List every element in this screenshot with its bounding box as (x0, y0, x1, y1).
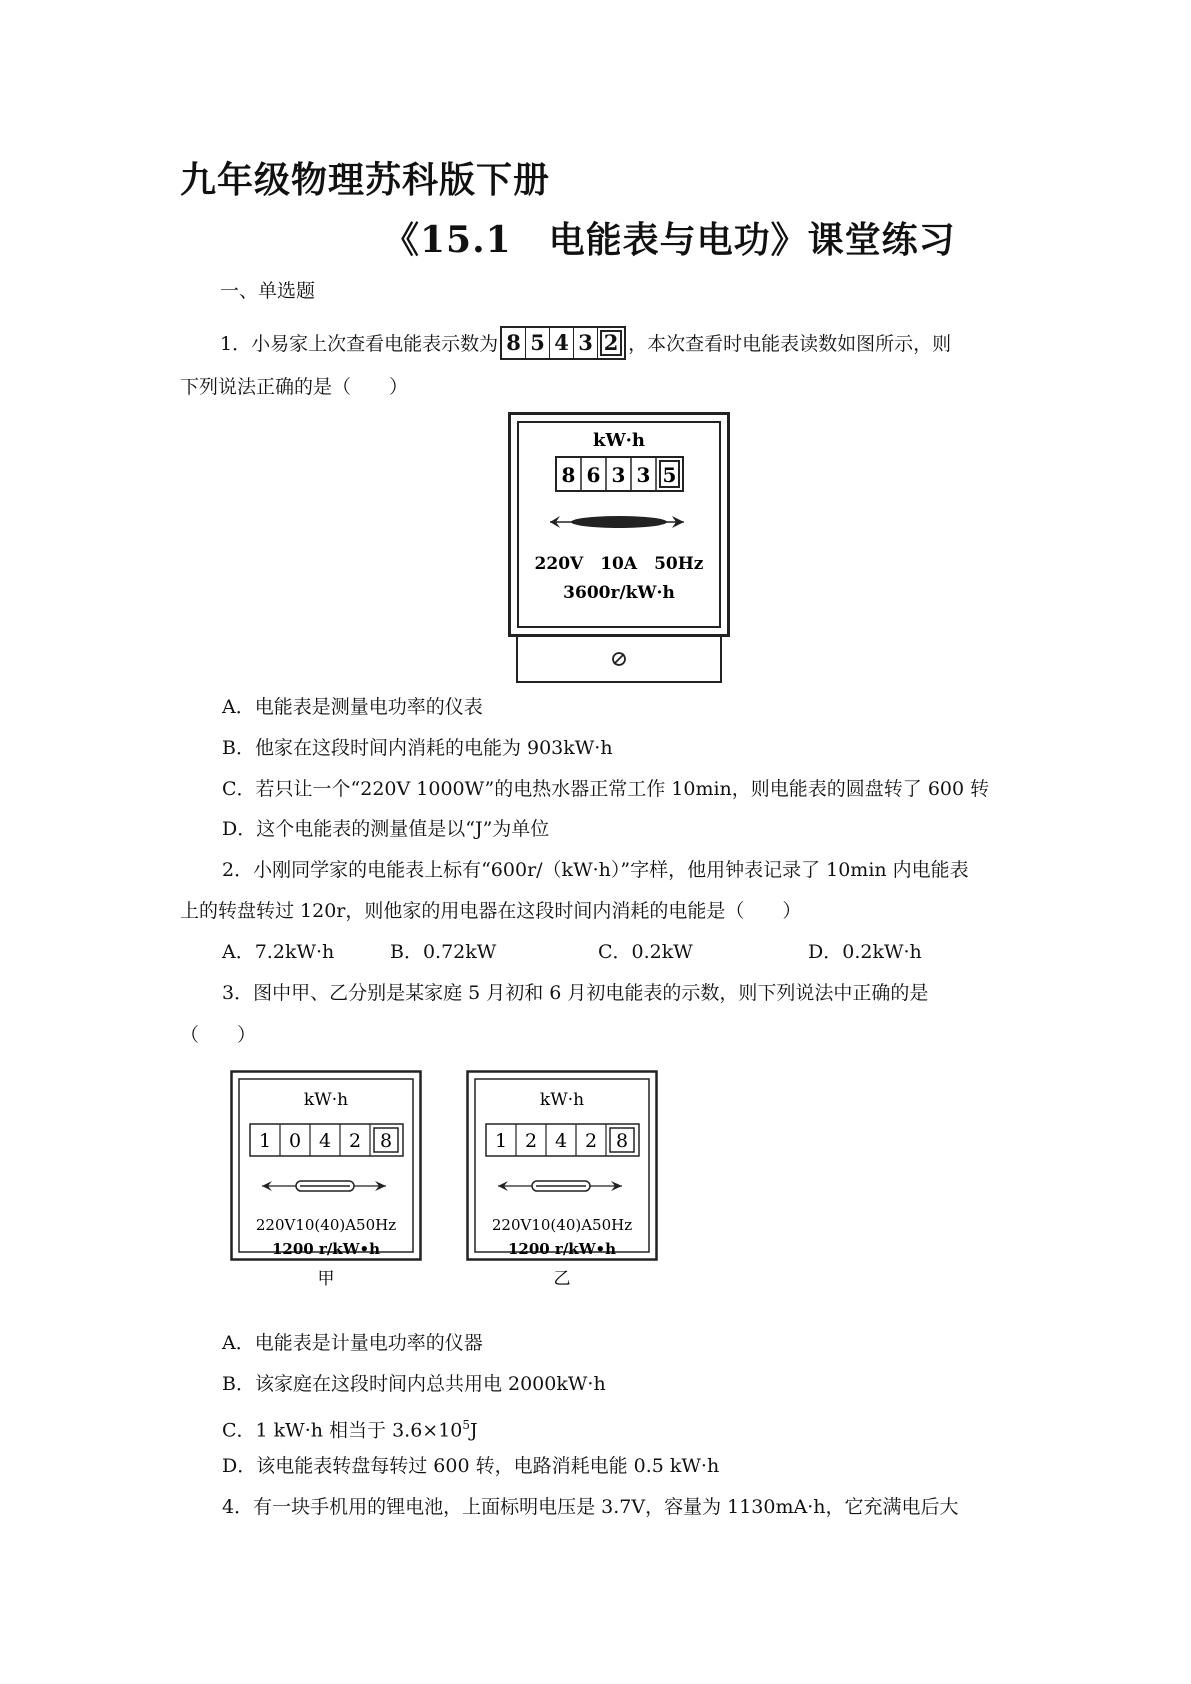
screw-icon (613, 653, 625, 665)
q2-line2: 上的转盘转过 120r，则他家的用电器在这段时间内消耗的电能是（ ） (180, 900, 802, 922)
q3-option-b: B．该家庭在这段时间内总共用电 2000kW·h (222, 1373, 606, 1395)
q1-line1 (220, 328, 951, 362)
q1-prev-digit: 2 (600, 330, 622, 356)
q3-meter-b-constant: 1200 r/kW•h (507, 1240, 617, 1258)
q3-meter-b-digit: 2 (584, 1130, 598, 1152)
q1-prev-digit: 8 (502, 328, 526, 358)
q2-option-b: B．0.72kW (390, 941, 497, 963)
q3-meter-b-digit: 2 (524, 1130, 538, 1152)
q3-meter-b-digit: 1 (494, 1130, 508, 1152)
q3-meter-b-rating: 220V10(40)A50Hz (491, 1216, 633, 1234)
q1-prev-digit: 5 (526, 328, 550, 358)
q3-meter-a-constant: 1200 r/kW•h (271, 1240, 381, 1258)
q1-prev-digit: 4 (550, 328, 574, 358)
q3-meter-a-unit: kW·h (303, 1090, 349, 1110)
q1-meter-digit: 8 (561, 463, 576, 487)
q3-option-d: D．该电能表转盘每转过 600 转，电路消耗电能 0.5 kW·h (222, 1455, 720, 1477)
q3-meter-a-digit: 2 (348, 1130, 362, 1152)
q1-meter-constant: 3600r/kW·h (563, 583, 675, 603)
q1-meter-digit: 5 (662, 463, 677, 487)
q1-prev-digit: 3 (574, 328, 598, 358)
q1-meter-digit: 6 (586, 463, 601, 487)
q3-option-c-text: C．1 kW·h 相当于 3.6×10 (222, 1419, 463, 1442)
q1-meter-unit: kW·h (592, 430, 646, 451)
q1-text-before: 1．小易家上次查看电能表示数为 (220, 333, 499, 355)
rotating-disc-icon (262, 1181, 386, 1191)
q3-meter-a-digit: 1 (258, 1130, 272, 1152)
q3-line2: （ ） (180, 1024, 257, 1046)
q2-line1: 2．小刚同学家的电能表上标有“600r/（kW·h）”字样，他用钟表记录了 10min 内电能表 (222, 859, 969, 881)
q4-line1: 4．有一块手机用的锂电池，上面标明电压是 3.7V，容量为 1130mA·h，它充满电后大 (222, 1496, 959, 1518)
q3-meter-a-digit: 4 (318, 1130, 332, 1152)
section-heading: 一、单选题 (220, 280, 316, 302)
q3-meter-a-rating: 220V10(40)A50Hz (255, 1216, 397, 1234)
q3-option-c-exponent: 5 (462, 1418, 471, 1432)
q3-meter-a-digit: 8 (379, 1130, 393, 1152)
q3-meter-b-figure (466, 1070, 658, 1290)
q3-meter-a-digit: 0 (288, 1130, 302, 1152)
q3-option-c-unit: J (470, 1419, 478, 1442)
q3-option-a: A．电能表是计量电功率的仪器 (222, 1332, 483, 1354)
q1-meter-rating: 220V 10A 50Hz (534, 554, 704, 574)
q1-option-b: B．他家在这段时间内消耗的电能为 903kW·h (222, 737, 613, 759)
document-title-line2: 《15.1 电能表与电功》课堂练习 (383, 219, 956, 261)
q1-prev-reading (500, 326, 626, 360)
q2-option-a: A．7.2kW·h (222, 941, 335, 963)
rotating-disc-icon (498, 1181, 622, 1191)
q3-meter-b-unit: kW·h (539, 1090, 585, 1110)
q1-meter-digit: 3 (611, 463, 626, 487)
q3-meter-b-digit: 8 (615, 1130, 629, 1152)
q1-option-c: C．若只让一个“220V 1000W”的电热水器正常工作 10min，则电能表的圆盘转了 600 转 (222, 778, 990, 800)
rotating-disc-icon (550, 516, 684, 528)
q1-meter-figure (508, 412, 730, 684)
q3-meter-a-figure (230, 1070, 422, 1290)
q1-line2: 下列说法正确的是（ ） (180, 376, 409, 398)
q2-option-d: D．0.2kW·h (808, 941, 922, 963)
q1-option-d: D．这个电能表的测量值是以“J”为单位 (222, 818, 550, 840)
document-title-line1: 九年级物理苏科版下册 (180, 159, 551, 201)
q3-meter-a-label: 甲 (317, 1269, 335, 1289)
q1-text-after: ，本次查看时电能表读数如图所示，则 (628, 333, 952, 355)
q3-meter-b-label: 乙 (553, 1269, 571, 1289)
q1-meter-digit: 3 (636, 463, 651, 487)
q3-meter-b-digit: 4 (554, 1130, 568, 1152)
q3-option-c (222, 1412, 478, 1443)
q3-line1: 3．图中甲、乙分别是某家庭 5 月初和 6 月初电能表的示数，则下列说法中正确的是 (222, 982, 929, 1004)
q2-option-c: C．0.2kW (598, 941, 693, 963)
q1-option-a: A．电能表是测量电功率的仪表 (222, 696, 483, 718)
